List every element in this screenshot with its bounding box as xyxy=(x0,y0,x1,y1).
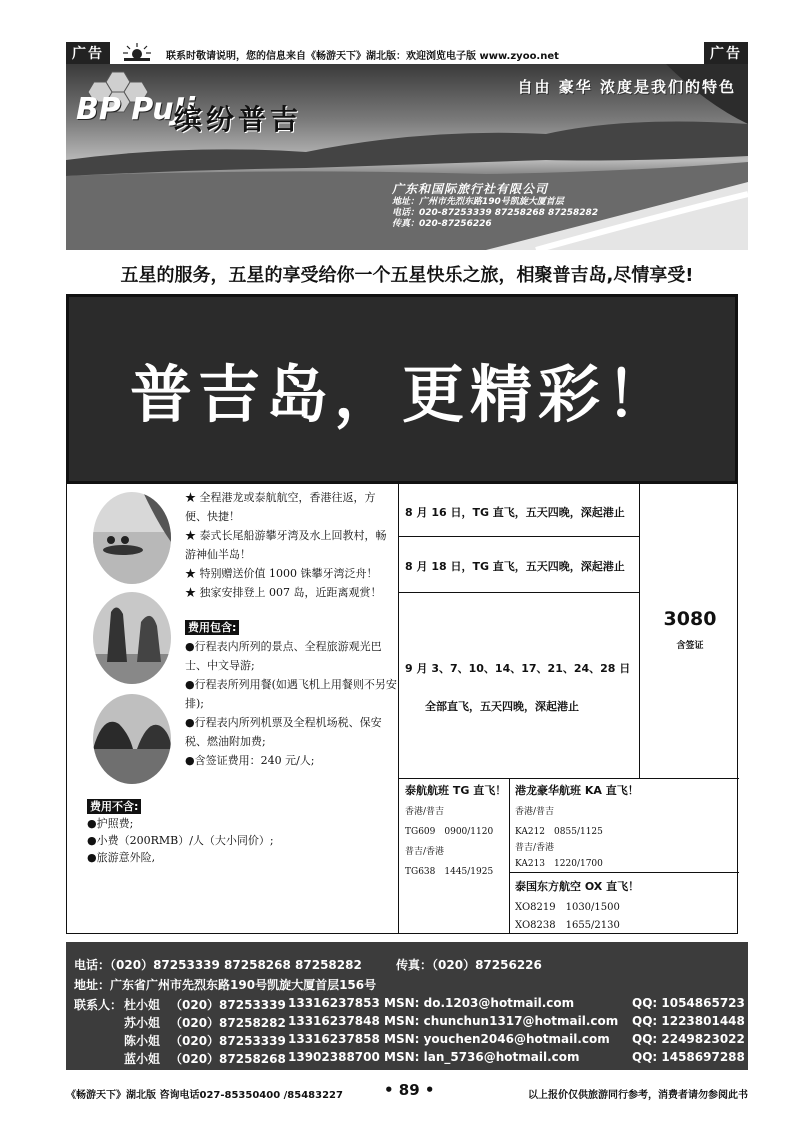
excluded-item: ●旅游意外险, xyxy=(87,851,156,864)
divider xyxy=(398,592,639,593)
ad-tag-left: 广告 xyxy=(66,42,110,64)
divider xyxy=(509,872,739,873)
bay-cliffs-photo xyxy=(93,694,171,784)
contact-qq: QQ: 2249823022 xyxy=(632,1032,745,1046)
feature-item: ★ 全程港龙或泰航航空，香港往返，方便、快捷！ xyxy=(185,491,376,523)
contact-msn: MSN: youchen2046@hotmail.com xyxy=(384,1032,610,1046)
headline: 五星的服务，五星的享受给你一个五星快乐之旅，相聚普吉岛,尽情享受! xyxy=(120,265,694,286)
flight-tg-title: 泰航航班 TG 直飞！ xyxy=(405,784,507,797)
contact-phone: （020）87258282 xyxy=(170,1016,286,1030)
flight-line: 普吉/香港 xyxy=(515,843,555,853)
footer-publication: 《畅游天下》湖北版 咨询电话027-85350400 /85483227 xyxy=(66,1090,343,1101)
divider xyxy=(639,484,640,778)
contact-name: 苏小姐 xyxy=(124,1016,161,1030)
excluded-item: ●小费（200RMB）/人（大小同价）; xyxy=(87,834,274,847)
agency-address: 地址：广州市先烈东路190号凯旋大厦首层 xyxy=(392,197,564,207)
contact-mobile: 13902388700 xyxy=(288,1050,380,1064)
departure-date: 8 月 16 日，TG 直飞，五天四晚，深起港止 xyxy=(405,506,625,519)
feature-item: ★ 特别赠送价值 1000 铢攀牙湾泛舟！ xyxy=(185,567,378,580)
divider xyxy=(509,778,510,934)
excluded-item: ●护照费; xyxy=(87,817,134,830)
footer-disclaimer: 以上报价仅供旅游同行参考，消费者请勿参阅此书 xyxy=(528,1090,748,1101)
agency-info xyxy=(392,184,598,230)
agency-phone: 电话：020-87253339 87258268 87258282 xyxy=(392,208,599,218)
flight-line: TG609 0900/1120 xyxy=(405,827,494,837)
top-ad-bar xyxy=(66,42,748,64)
feature-item: ★ 泰式长尾船游攀牙湾及水上回教村，畅游神仙半岛！ xyxy=(185,529,387,561)
divider xyxy=(398,536,639,537)
flight-ka-title: 港龙豪华航班 KA 直飞！ xyxy=(515,784,639,797)
agency-fax: 传真：020-87256226 xyxy=(392,219,492,229)
departure-note: 全部直飞，五天四晚，深起港止 xyxy=(425,700,579,713)
fax-label: 传真： xyxy=(396,958,433,972)
fax-row xyxy=(396,956,542,973)
contact-panel xyxy=(66,942,748,1070)
contact-mobile: 13316237848 xyxy=(288,1014,380,1028)
included-item: ●行程表所列用餐(如遇飞机上用餐则不另安排); xyxy=(185,678,397,710)
divider xyxy=(398,778,739,779)
contact-name: 蓝小姐 xyxy=(124,1052,161,1066)
contact-phone: （020）87258268 xyxy=(170,1052,286,1066)
flight-line: 香港/普吉 xyxy=(405,807,445,817)
source-note: 联系时敬请说明，您的信息来自《畅游天下》湖北版：欢迎浏览电子版 www.zyoo.net xyxy=(166,51,559,62)
feature-list xyxy=(185,488,397,602)
contact-msn: MSN: chunchun1317@hotmail.com xyxy=(384,1014,619,1028)
phuket-banner xyxy=(66,64,748,250)
address-row xyxy=(74,976,376,993)
flight-line: XO8238 1655/2130 xyxy=(515,920,620,931)
price-value: 3080 xyxy=(663,608,717,630)
contact-msn: MSN: lan_5736@hotmail.com xyxy=(384,1050,580,1064)
contact-mobile: 13316237858 xyxy=(288,1032,380,1046)
contact-msn: MSN: do.1203@hotmail.com xyxy=(384,996,575,1010)
included-item: ●行程表内所列的景点、全程旅游观光巴士、中文导游; xyxy=(185,640,382,672)
contact-name: 陈小姐 xyxy=(124,1034,161,1048)
itinerary-table xyxy=(66,484,738,934)
phone-label: 电话： xyxy=(74,958,111,972)
flight-line: 普吉/香港 xyxy=(405,847,445,857)
flight-line: KA212 0855/1125 xyxy=(515,827,603,837)
hero-title: 普吉岛，更精彩！ xyxy=(129,357,674,431)
included-item: ●含签证费用：240 元/人; xyxy=(185,754,315,767)
excluded-label: 费用不含: xyxy=(87,799,141,814)
contact-phone: （020）87253339 xyxy=(170,998,286,1012)
ad-tag-right: 广告 xyxy=(704,42,748,64)
fax-value: （020）87256226 xyxy=(432,958,542,972)
agency-name: 广东和国际旅行社有限公司 xyxy=(392,182,549,196)
included-label: 费用包含: xyxy=(185,620,239,635)
flight-line: XO8219 1030/1500 xyxy=(515,902,620,913)
contact-name: 杜小姐 xyxy=(124,998,161,1012)
contact-people-label: 联系人： xyxy=(74,998,123,1012)
contact-qq: QQ: 1458697288 xyxy=(632,1050,745,1064)
address-label: 地址： xyxy=(74,978,111,992)
departure-date: 9 月 3、7、10、14、17、21、24、28 日 xyxy=(405,662,631,675)
flight-line: KA213 1220/1700 xyxy=(515,859,603,869)
page-footer xyxy=(66,1082,748,1102)
price-note: 含签证 xyxy=(676,641,704,651)
banner-slogan: 自由 豪华 浓度是我们的特色 xyxy=(517,78,736,96)
flight-line: 香港/普吉 xyxy=(515,807,555,817)
address-value: 广东省广州市先烈东路190号凯旋大厦首层156号 xyxy=(110,978,377,992)
contact-phone: （020）87253339 xyxy=(170,1034,286,1048)
sun-logo-icon xyxy=(118,42,156,62)
flight-ox-title: 泰国东方航空 OX 直飞！ xyxy=(515,880,640,893)
excluded-section xyxy=(87,798,387,866)
beach-boat-photo xyxy=(93,492,171,584)
limestone-rocks-photo xyxy=(93,592,171,684)
feature-item: ★ 独家安排登上 007 岛，近距离观赏！ xyxy=(185,586,382,599)
page-number: • 89 • xyxy=(384,1081,435,1099)
included-section xyxy=(185,618,399,770)
contact-qq: QQ: 1054865723 xyxy=(632,996,745,1010)
phone-row xyxy=(74,956,362,973)
flight-line: TG638 1445/1925 xyxy=(405,867,494,877)
brand-logo-text: BP PuJi xyxy=(76,92,196,127)
departure-date: 8 月 18 日，TG 直飞，五天四晚，深起港止 xyxy=(405,560,625,573)
contact-qq: QQ: 1223801448 xyxy=(632,1014,745,1028)
hero-panel xyxy=(66,294,738,484)
included-item: ●行程表内所列机票及全程机场税、保安税、燃油附加费; xyxy=(185,716,382,748)
phone-value: （020）87253339 87258268 87258282 xyxy=(110,958,362,972)
contact-mobile: 13316237853 xyxy=(288,996,380,1010)
brand-name: 缤纷普吉 xyxy=(174,103,303,136)
